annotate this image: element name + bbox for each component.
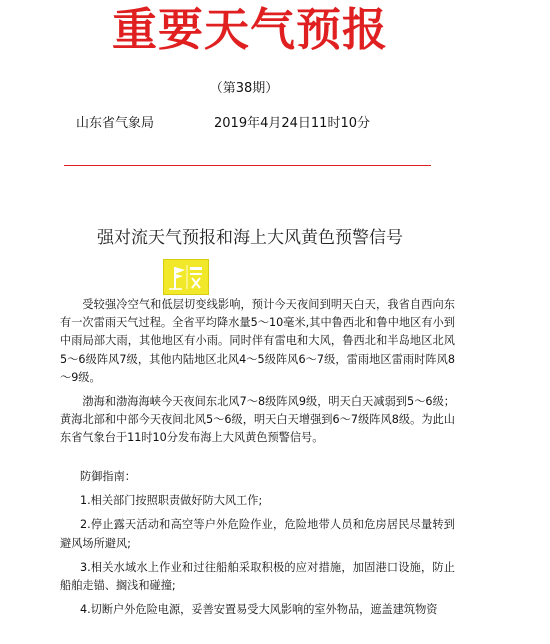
defense-guide	[60, 468, 455, 625]
defense-guide-item-2: 2.停止露天活动和高空等户外危险作业，危险地带人员和危房居民尽量转到避风场所避风;	[60, 518, 455, 550]
forecast-body	[60, 296, 455, 448]
yellow-gale-warning-icon	[163, 259, 209, 295]
issue-number: （第38期）	[209, 81, 279, 96]
red-divider	[64, 165, 431, 166]
warning-headline: 强对流天气预报和海上大风黄色预警信号	[97, 228, 403, 248]
forecast-paragraph-2: 渤海和渤海海峡今天夜间东北风7～8级阵风9级，明天白天减弱到5～6级；黄海北部和中部今天夜间北风5～6级，明天白天增强到6～7级阵风8级。为此山东省气象台于11时10分发布海上大风黄色预警信号。	[60, 395, 455, 445]
defense-guide-item-4: 4.切断户外危险电源，妥善安置易受大风影响的室外物品，遮盖建筑物资	[80, 603, 438, 617]
gale-signal-graphic	[166, 262, 206, 292]
issuing-agency: 山东省气象局	[76, 116, 155, 131]
issue-datetime: 2019年4月24日11时10分	[214, 116, 370, 131]
forecast-paragraph-1: 受较强冷空气和低层切变线影响，预计今天夜间到明天白天，我省自西向东有一次雷雨天气过程。全省平均降水量5～10毫米,其中鲁西北和鲁中地区有小到中雨局部大雨，其他地区有小雨。同时伴有雷电和大风，鲁西北和半岛地区北风5～6级阵风7级，其他内陆地区北风4～5级阵风6～7级，雷雨地区雷雨时阵风8～9级。	[60, 298, 455, 384]
defense-guide-item-3: 3.相关水域水上作业和过往船舶采取积极的应对措施，加固港口设施，防止船舶走锚、搁浅和碰撞;	[60, 560, 455, 593]
defense-guide-item-1: 1.相关部门按照职责做好防大风工作;	[80, 494, 263, 508]
masthead-title: 重要天气预报	[111, 3, 388, 56]
defense-guide-title: 防御指南：	[80, 470, 136, 483]
